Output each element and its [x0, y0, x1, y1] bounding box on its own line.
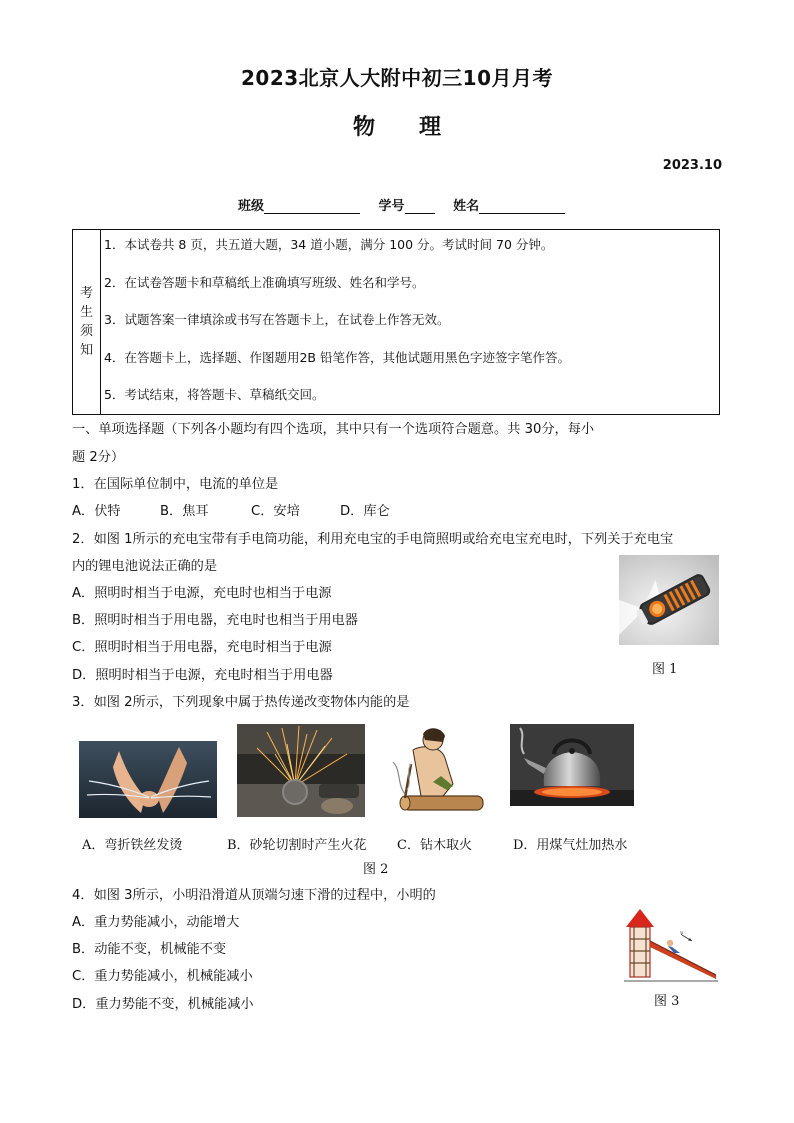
q4-stem: 4．如图 3所示，小明沿滑道从顶端匀速下滑的过程中，小明的 [72, 888, 436, 903]
section-heading: 一、单项选择题（下列各小题均有四个选项，其中只有一个选项符合题意。共 30分，每小 [72, 422, 595, 437]
exam-title: 2023北京人大附中初三10月月考 [241, 66, 553, 90]
name-label: 姓名 [453, 199, 480, 214]
q1-stem: 1．在国际单位制中，电流的单位是 [72, 477, 279, 492]
notice-item: 5．考试结束，将答题卡、草稿纸交回。 [104, 387, 325, 402]
notice-item: 4．在答题卡上，选择题、作图题用2B 铅笔作答，其他试题用黑色字迹签字笔作答。 [104, 350, 570, 365]
q1-option-b[interactable]: B．焦耳 [160, 504, 209, 519]
q4-option-d[interactable]: D．重力势能不变，机械能减小 [72, 997, 254, 1012]
q1-option-d[interactable]: D．库仑 [340, 504, 390, 519]
figure-3-slide-image [622, 905, 720, 985]
figure-2c-drilling-wood-image [383, 724, 492, 818]
name-blank[interactable] [479, 199, 565, 214]
q4-option-a[interactable]: A．重力势能减小，动能增大 [72, 915, 240, 930]
figure-1-powerbank-image [619, 555, 719, 645]
class-blank[interactable] [264, 199, 360, 214]
figure-2d-gas-stove-kettle-image [510, 724, 634, 806]
q3-option-d[interactable]: D．用煤气灶加热水 [513, 838, 628, 853]
id-label: 学号 [378, 199, 405, 214]
figure-2a-bending-wire-image [79, 741, 217, 818]
q2-stem-cont: 内的锂电池说法正确的是 [72, 559, 218, 574]
q2-option-c[interactable]: C．照明时相当于用电器，充电时相当于电源 [72, 640, 332, 655]
figure-3-velocity-label: v [680, 930, 684, 937]
q3-option-a[interactable]: A．弯折铁丝发烫 [82, 838, 183, 853]
notice-item: 1．本试卷共 8 页，共五道大题，34 道小题，满分 100 分。考试时间 70 分钟。 [104, 237, 554, 252]
figure-3-caption: 图 3 [654, 994, 680, 1009]
figure-2-caption: 图 2 [363, 862, 389, 877]
q2-option-b[interactable]: B．照明时相当于用电器，充电时也相当于用电器 [72, 613, 358, 628]
q2-stem: 2．如图 1所示的充电宝带有手电筒功能，利用充电宝的手电筒照明或给充电宝充电时，下列关于充电宝 [72, 532, 674, 547]
q4-option-c[interactable]: C．重力势能减小，机械能减小 [72, 969, 253, 984]
q2-option-d[interactable]: D．照明时相当于电源，充电时相当于用电器 [72, 668, 333, 683]
exam-notice-box [72, 229, 720, 415]
notice-side-char: 须 [79, 324, 93, 339]
class-label: 班级 [238, 199, 265, 214]
section-heading-cont: 题 2分） [72, 450, 125, 465]
student-info-line [238, 195, 579, 214]
id-blank[interactable] [405, 199, 435, 214]
subject-title: 物 理 [352, 115, 441, 140]
q2-option-a[interactable]: A．照明时相当于电源，充电时也相当于电源 [72, 586, 332, 601]
q4-option-b[interactable]: B．动能不变，机械能不变 [72, 942, 227, 957]
notice-side-char: 生 [79, 305, 93, 320]
figure-2b-grinding-sparks-image [237, 724, 365, 817]
notice-side-label [73, 230, 101, 414]
figure-1-caption: 图 1 [652, 662, 678, 677]
notice-items [101, 230, 719, 414]
q3-option-b[interactable]: B．砂轮切割时产生火花 [227, 838, 367, 853]
notice-item: 3．试题答案一律填涂或书写在答题卡上，在试卷上作答无效。 [104, 312, 450, 327]
notice-item: 2．在试卷答题卡和草稿纸上准确填写班级、姓名和学号。 [104, 275, 425, 290]
q1-option-c[interactable]: C．安培 [251, 504, 300, 519]
q1-option-a[interactable]: A．伏特 [72, 504, 121, 519]
notice-side-char: 考 [79, 286, 93, 301]
notice-side-char: 知 [79, 343, 93, 358]
exam-date: 2023.10 [662, 158, 722, 173]
q3-option-c[interactable]: C．钻木取火 [397, 838, 472, 853]
q3-stem: 3．如图 2所示，下列现象中属于热传递改变物体内能的是 [72, 695, 410, 710]
